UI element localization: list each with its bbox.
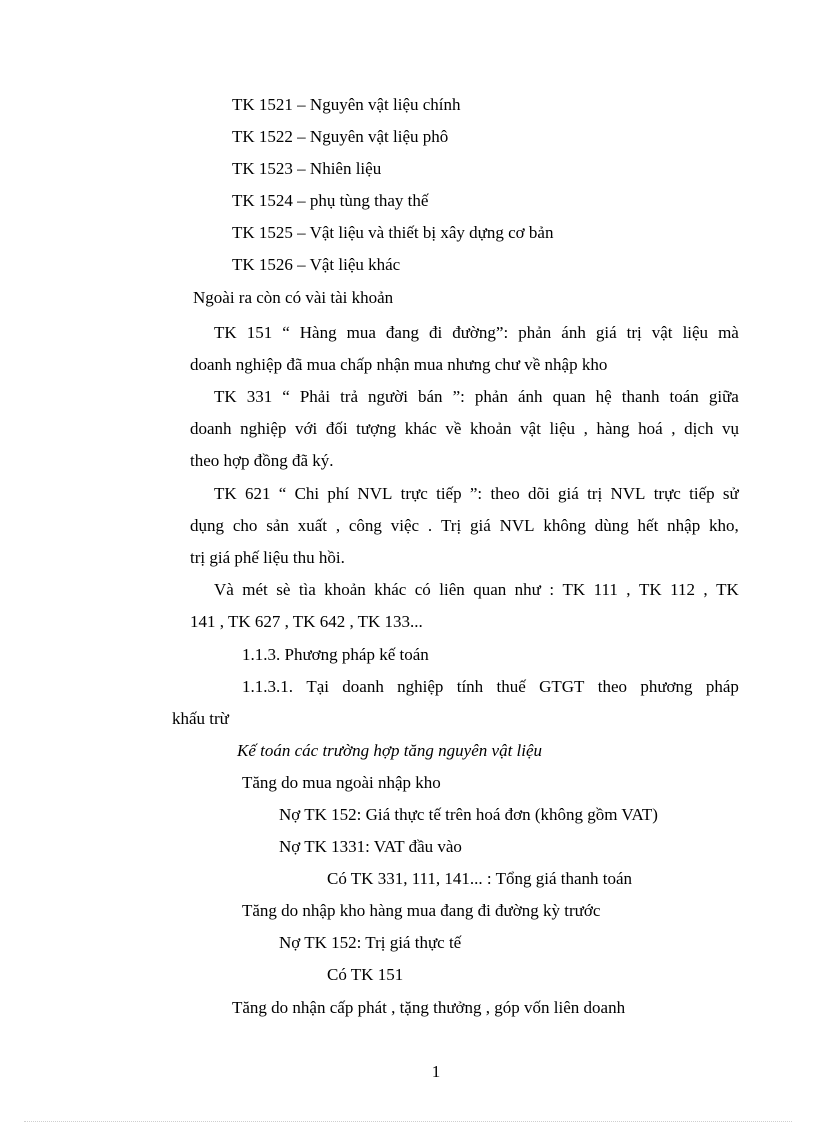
- word: “: [278, 484, 287, 503]
- word: hết: [637, 516, 659, 535]
- word: sử: [722, 484, 739, 503]
- word: cho: [232, 516, 258, 535]
- word: TK: [214, 387, 237, 406]
- word: sè: [276, 580, 291, 599]
- word: khác: [374, 580, 407, 599]
- word: công: [348, 516, 382, 535]
- word: GTGT: [539, 677, 585, 696]
- word: dịch: [684, 419, 714, 438]
- word: mua: [346, 323, 376, 342]
- word: dụng: [190, 516, 224, 535]
- account-line: TK 1526 – Vật liệu khác: [232, 255, 401, 274]
- word: trị: [626, 323, 642, 342]
- word: thuế: [496, 677, 526, 696]
- page-bottom-divider: [24, 1121, 792, 1122]
- section-heading-113: 1.1.3. Phương pháp kế toán: [242, 645, 429, 664]
- account-line: TK 1522 – Nguyên vật liệu phô: [232, 127, 449, 146]
- word: kho,: [709, 516, 739, 535]
- account-line: TK 1524 – phụ tùng thay thế: [232, 191, 429, 210]
- tk621-line-2: [190, 516, 739, 536]
- word: nghiệp: [240, 419, 287, 438]
- tk621-line-1: [214, 484, 739, 504]
- debit-entry: Nợ TK 152: Trị giá thực tế: [279, 933, 462, 952]
- word: quan: [473, 580, 507, 599]
- word: đi: [428, 323, 443, 342]
- word: thanh: [621, 387, 660, 406]
- word: ,: [671, 419, 676, 438]
- word: dõi: [528, 484, 550, 503]
- word: ”:: [452, 387, 465, 406]
- word: giữa: [708, 387, 739, 406]
- word: với: [295, 419, 318, 438]
- word: TK: [562, 580, 586, 599]
- word: bán: [418, 387, 443, 406]
- tk621-line-3: trị giá phế liệu thu hồi.: [190, 548, 345, 567]
- word: nghiệp: [397, 677, 444, 696]
- word: toán: [669, 387, 699, 406]
- word: 621: [244, 484, 271, 503]
- word: không: [543, 516, 586, 535]
- word: ánh: [561, 323, 586, 342]
- word: trực: [400, 484, 428, 503]
- word: người: [368, 387, 408, 406]
- word: có: [414, 580, 431, 599]
- word: TK: [638, 580, 662, 599]
- word: đường”:: [452, 323, 509, 342]
- debit-entry: Nợ TK 152: Giá thực tế trên hoá đơn (không gồm VAT): [279, 805, 658, 824]
- word: vật: [520, 419, 541, 438]
- credit-entry: Có TK 331, 111, 141... : Tổng giá thanh toán: [327, 869, 633, 888]
- word: 151: [246, 323, 273, 342]
- word: 111: [593, 580, 618, 599]
- account-line: TK 1525 – Vật liệu và thiết bị xây dựng cơ bản: [232, 223, 554, 242]
- word: ,: [335, 516, 341, 535]
- word: đang: [385, 323, 419, 342]
- tk331-line-2: [190, 419, 739, 439]
- word: mà: [718, 323, 739, 342]
- word: 112: [670, 580, 695, 599]
- word: khác: [404, 419, 437, 438]
- word: phí: [327, 484, 350, 503]
- word: tính: [456, 677, 484, 696]
- word: “: [282, 387, 290, 406]
- word: trực: [653, 484, 681, 503]
- word: Chi: [294, 484, 320, 503]
- word: Và: [214, 580, 234, 599]
- word: vụ: [721, 419, 739, 438]
- word: .: [427, 516, 433, 535]
- word: giá: [470, 516, 491, 535]
- word: ,: [626, 580, 631, 599]
- word: theo: [490, 484, 520, 503]
- debit-entry: Nợ TK 1331: VAT đầu vào: [279, 837, 462, 856]
- word: hàng: [596, 419, 630, 438]
- other-accounts-line-1: [214, 580, 739, 600]
- word: mét: [242, 580, 268, 599]
- tk331-line-3: theo hợp đồng đã ký.: [190, 451, 334, 470]
- intro-paragraph: Ngoài ra còn có vài tài khoản: [193, 288, 394, 307]
- account-line: TK 1521 – Nguyên vật liệu chính: [232, 95, 461, 114]
- word: 1.1.3.1.: [242, 677, 293, 696]
- word: Phải: [299, 387, 331, 406]
- word: NVL: [610, 484, 646, 503]
- word: tiếp: [436, 484, 462, 503]
- tk331-line-1: [214, 387, 739, 407]
- word: hệ: [595, 387, 612, 406]
- word: ,: [703, 580, 708, 599]
- word: Tại: [306, 677, 329, 696]
- word: :: [549, 580, 555, 599]
- word: giá: [558, 484, 579, 503]
- word: liệu: [549, 419, 576, 438]
- word: pháp: [705, 677, 739, 696]
- word: doanh: [190, 419, 232, 438]
- word: quan: [552, 387, 586, 406]
- word: Trị: [441, 516, 462, 535]
- section-heading-1131: [242, 677, 739, 697]
- word: TK: [716, 580, 739, 599]
- word: theo: [597, 677, 628, 696]
- word: liên: [439, 580, 465, 599]
- word: ,: [583, 419, 588, 438]
- italic-heading: Kế toán các trường hợp tăng nguyên vật liệu: [237, 741, 543, 760]
- word: về: [445, 419, 462, 438]
- word: vật: [651, 323, 673, 342]
- word: tìa: [298, 580, 316, 599]
- page-number: 1: [431, 1062, 441, 1081]
- word: TK: [214, 484, 237, 503]
- word: đối: [325, 419, 348, 438]
- word: việc: [390, 516, 420, 535]
- word: nhập: [667, 516, 701, 535]
- word: sản: [266, 516, 289, 535]
- word: Hàng: [299, 323, 337, 342]
- word: liệu: [682, 323, 709, 342]
- tk151-line-1: [214, 323, 739, 343]
- word: khoản: [470, 419, 512, 438]
- word: giá: [595, 323, 617, 342]
- word: “: [282, 323, 290, 342]
- section-heading-1131-line-2: khấu trừ: [172, 709, 229, 728]
- word: hoá: [638, 419, 663, 438]
- word: doanh: [342, 677, 384, 696]
- word: phản: [518, 323, 552, 342]
- word: trả: [340, 387, 359, 406]
- case-title: Tăng do nhận cấp phát , tặng thưởng , góp vốn liên doanh: [232, 998, 626, 1017]
- case-title: Tăng do mua ngoài nhập kho: [242, 773, 441, 792]
- account-line: TK 1523 – Nhiên liệu: [232, 159, 382, 178]
- word: dùng: [594, 516, 629, 535]
- word: tượng: [356, 419, 397, 438]
- word: khoản: [324, 580, 366, 599]
- word: phương: [640, 677, 693, 696]
- word: trị: [587, 484, 603, 503]
- word: TK: [214, 323, 237, 342]
- word: ”:: [469, 484, 483, 503]
- word: như: [514, 580, 541, 599]
- other-accounts-line-2: 141 , TK 627 , TK 642 , TK 133...: [190, 612, 423, 631]
- word: xuất: [297, 516, 327, 535]
- tk151-line-2: doanh nghiệp đã mua chấp nhận mua nhưng chư về nhập kho: [190, 355, 608, 374]
- credit-entry: Có TK 151: [327, 965, 404, 984]
- word: 331: [246, 387, 273, 406]
- word: NVL: [357, 484, 393, 503]
- word: ánh: [517, 387, 543, 406]
- word: NVL: [499, 516, 535, 535]
- word: phản: [474, 387, 508, 406]
- word: tiếp: [689, 484, 715, 503]
- case-title: Tăng do nhập kho hàng mua đang đi đường kỳ trước: [242, 901, 601, 920]
